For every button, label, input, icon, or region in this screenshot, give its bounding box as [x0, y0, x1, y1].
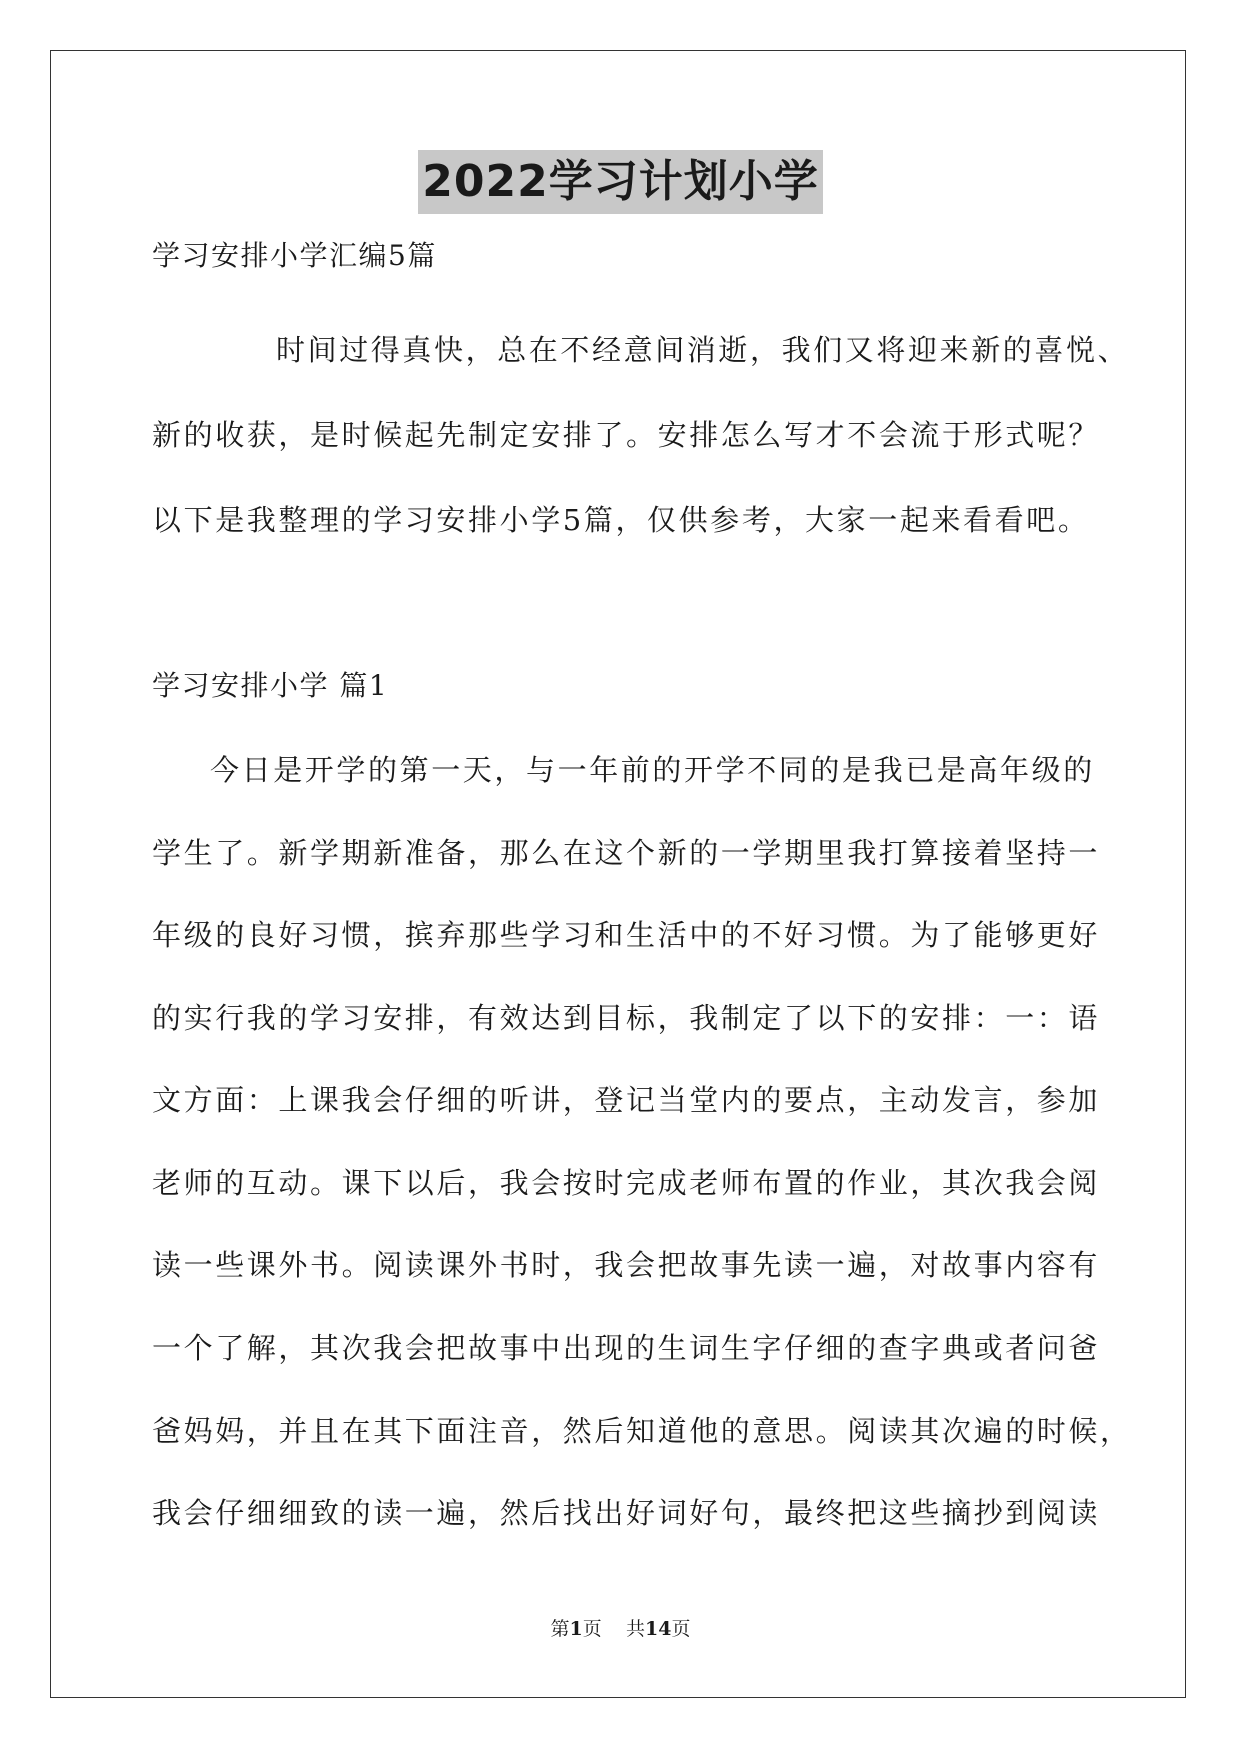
- total-suffix: 页: [671, 1618, 691, 1640]
- document-title: 2022学习计划小学: [418, 150, 822, 214]
- intro-line: 以下是我整理的学习安排小学5篇，仅供参考，大家一起来看看吧。: [152, 503, 1090, 537]
- document-subtitle: 学习安排小学汇编5篇: [152, 239, 437, 272]
- page-number: 1: [569, 1618, 583, 1640]
- intro-line: 时间过得真快，总在不经意间消逝，我们又将迎来新的喜悦、: [276, 333, 1130, 367]
- total-prefix: 共: [625, 1618, 645, 1640]
- page-prefix: 第: [550, 1618, 570, 1640]
- body-line: 读一些课外书。阅读课外书时，我会把故事先读一遍，对故事内容有: [152, 1248, 1101, 1282]
- title-wrap: [0, 150, 1241, 214]
- body-line: 文方面：上课我会仔细的听讲，登记当堂内的要点，主动发言，参加: [152, 1083, 1101, 1117]
- body-line: 一个了解，其次我会把故事中出现的生词生字仔细的查字典或者问爸: [152, 1331, 1101, 1365]
- body-line: 我会仔细细致的读一遍，然后找出好词好句，最终把这些摘抄到阅读: [152, 1496, 1101, 1530]
- body-line: 的实行我的学习安排，有效达到目标，我制定了以下的安排：一：语: [152, 1001, 1101, 1035]
- body-line: 学生了。新学期新准备，那么在这个新的一学期里我打算接着坚持一: [152, 836, 1101, 870]
- body-line: 老师的互动。课下以后，我会按时完成老师布置的作业，其次我会阅: [152, 1166, 1101, 1200]
- body-line: 年级的良好习惯，摈弃那些学习和生活中的不好习惯。为了能够更好: [152, 918, 1101, 952]
- page-footer: [0, 1616, 1241, 1642]
- section-heading: 学习安排小学 篇1: [152, 669, 389, 702]
- body-line: 爸妈妈，并且在其下面注音，然后知道他的意思。阅读其次遍的时候，: [152, 1414, 1132, 1448]
- total-pages: 14: [644, 1618, 672, 1640]
- page-suffix: 页: [582, 1618, 602, 1640]
- body-line: 今日是开学的第一天，与一年前的开学不同的是我已是高年级的: [210, 753, 1095, 787]
- intro-line: 新的收获，是时候起先制定安排了。安排怎么写才不会流于形式呢？: [152, 418, 1101, 452]
